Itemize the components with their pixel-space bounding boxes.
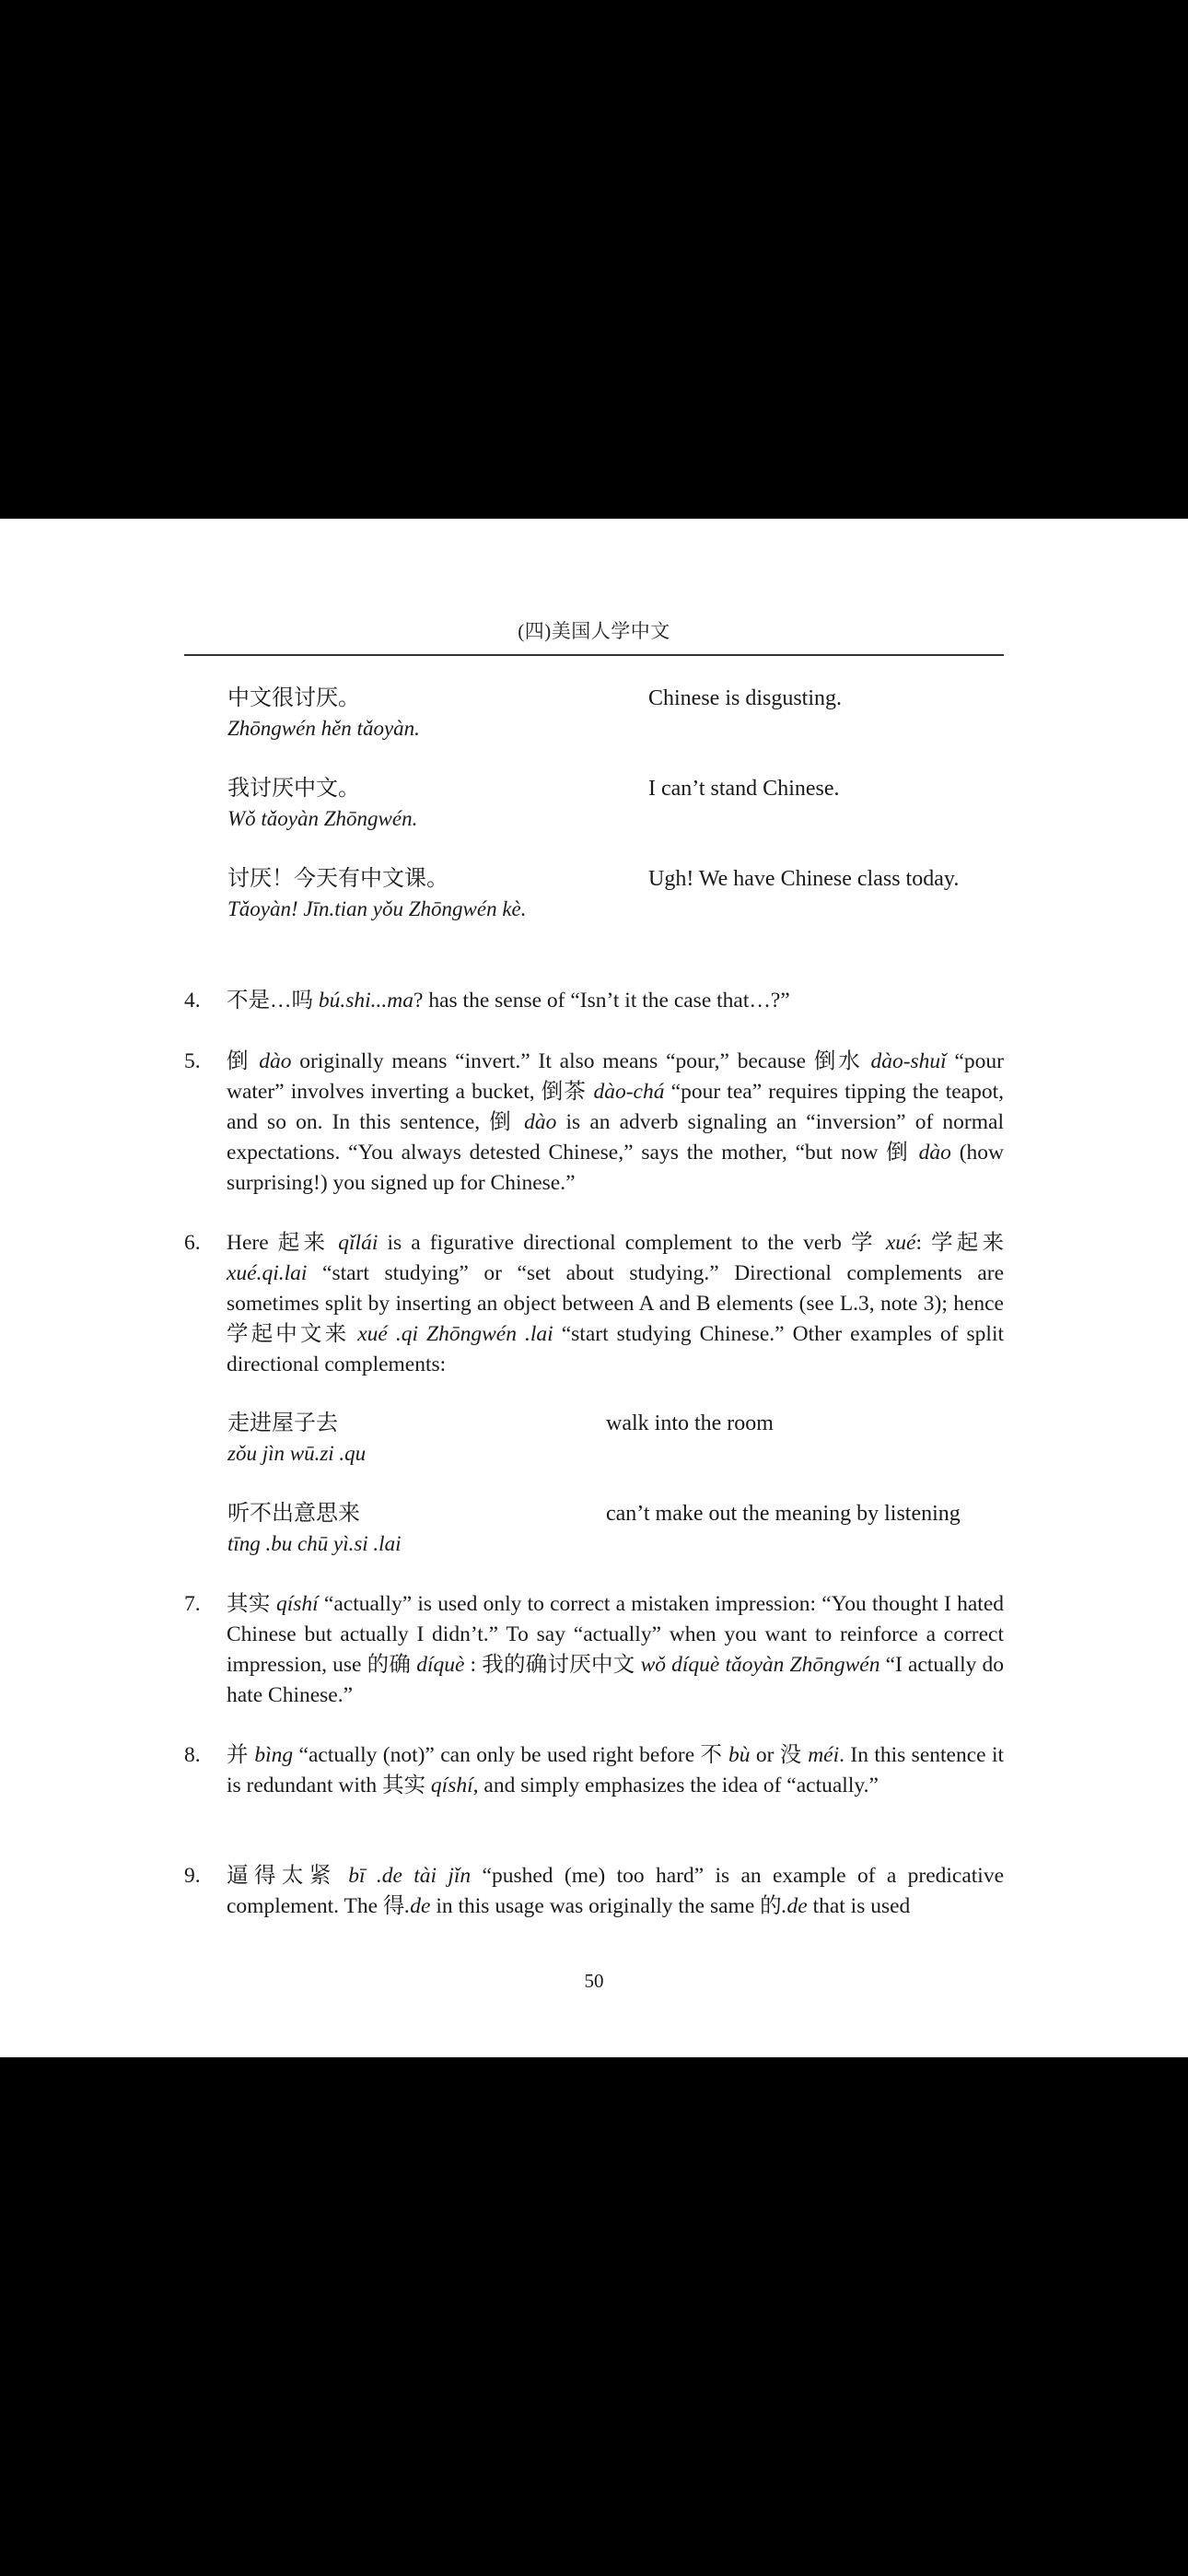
text-run: 不是…吗 xyxy=(227,989,319,1013)
pinyin-run: dào-shuǐ xyxy=(870,1049,947,1073)
text-run: “actually (not)” can only be used right before 不 xyxy=(293,1743,728,1767)
example-english: can’t make out the meaning by listening xyxy=(606,1502,961,1526)
text-run: “pour water” involves inverting a bucket, 倒茶 xyxy=(227,1049,1004,1104)
pinyin-run: xué .qi Zhōngwén .lai xyxy=(357,1322,553,1346)
text-run: or 没 xyxy=(750,1743,809,1767)
pinyin-run: bī .de tài jǐn xyxy=(348,1864,472,1888)
note-text xyxy=(227,1228,1004,1380)
pinyin-run: xué.qi.lai xyxy=(227,1261,308,1285)
note-number: 6. xyxy=(184,1231,201,1255)
text-run: 其实 xyxy=(227,1592,276,1616)
example-english: Chinese is disgusting. xyxy=(648,686,843,710)
pinyin-run: qǐlái xyxy=(338,1231,379,1255)
pinyin-run: qíshí xyxy=(275,1592,319,1616)
pinyin-run: wǒ díquè tǎoyàn Zhōngwén xyxy=(640,1653,880,1677)
note-text xyxy=(227,1047,1004,1199)
text-run: 倒 xyxy=(227,1049,260,1073)
pinyin-run: dào xyxy=(524,1110,557,1134)
example-chinese: 听不出意思来 xyxy=(227,1502,360,1526)
pinyin-run: .de xyxy=(404,1894,431,1918)
text-run: Here 起来 xyxy=(227,1231,339,1255)
text-run: originally means “invert.” It also means “pour,” because 倒水 xyxy=(291,1049,871,1073)
note-number: 4. xyxy=(184,989,201,1013)
example-chinese: 走进屋子去 xyxy=(227,1411,338,1435)
pinyin-run: díquè xyxy=(416,1653,465,1677)
header-rule xyxy=(184,654,1004,656)
example-english: Ugh! We have Chinese class today. xyxy=(648,867,960,891)
example-chinese: 讨厌！今天有中文课。 xyxy=(227,867,448,891)
pinyin-run: méi xyxy=(808,1743,840,1767)
document-page xyxy=(0,519,1188,2057)
example-chinese: 中文很讨厌。 xyxy=(227,686,360,710)
text-run: “start studying Chinese.” Other examples of split directional complements: xyxy=(227,1322,1004,1376)
text-run: , and simply emphasizes the idea of “actually.” xyxy=(472,1774,879,1797)
note-text xyxy=(227,986,1004,1016)
text-run: “pour tea” requires tipping the teapot, and so on. In this sentence, 倒 xyxy=(227,1080,1004,1134)
pinyin-run: qíshí xyxy=(430,1774,473,1797)
text-run: 并 xyxy=(227,1743,255,1767)
example-pinyin: Wǒ tǎoyàn Zhōngwén. xyxy=(227,807,418,830)
text-run: “pushed (me) too hard” is an example of a predicative complement. The 得 xyxy=(227,1864,1005,1918)
text-run: : 学起来 xyxy=(915,1231,1004,1255)
text-run: is a figurative directional complement to the verb 学 xyxy=(378,1231,886,1255)
example-pinyin: tīng .bu chū yì.si .lai xyxy=(227,1532,402,1555)
text-run: 逼得太紧 xyxy=(227,1864,349,1888)
text-run: : 我的确讨厌中文 xyxy=(464,1653,641,1677)
running-head: (四)美国人学中文 xyxy=(518,620,670,642)
pinyin-run: .de xyxy=(781,1894,808,1918)
text-run: “I actually do hate Chinese.” xyxy=(227,1653,1004,1707)
note-text xyxy=(227,1861,1004,1922)
note-9 xyxy=(184,1861,1004,1922)
note-number: 7. xyxy=(184,1592,201,1616)
note-text xyxy=(227,1740,1004,1801)
text-run: “start studying” or “set about studying.” Directional complements are sometimes split by inserting an object between A and B elements (see L.3, note 3); hence 学起中文来 xyxy=(227,1261,1004,1346)
pinyin-run: bú.shi...ma xyxy=(318,989,414,1013)
text-run: in this usage was originally the same 的 xyxy=(430,1894,782,1918)
example-english: I can’t stand Chinese. xyxy=(648,777,840,801)
note-6 xyxy=(184,1228,1004,1380)
note-8 xyxy=(184,1740,1004,1801)
text-run: “actually” is used only to correct a mistaken impression: “You thought I hated Chinese but actually I didn’t.” To say “actually” when you want to reinforce a correct impression, use 的确 xyxy=(227,1592,1004,1677)
text-run: that is used xyxy=(807,1894,911,1918)
note-4 xyxy=(184,986,1004,1016)
pinyin-run: dào xyxy=(918,1141,951,1165)
pinyin-run: dào xyxy=(259,1049,292,1073)
pinyin-run: bìng xyxy=(254,1743,294,1767)
note-number: 8. xyxy=(184,1743,201,1767)
text-run: is an adverb signaling an “inversion” of normal expectations. “You always detested Chinese,” says the mother, “but now 倒 xyxy=(227,1110,1004,1165)
example-pinyin: Zhōngwén hěn tǎoyàn. xyxy=(227,717,420,740)
example-pinyin: Tǎoyàn! Jīn.tian yǒu Zhōngwén kè. xyxy=(227,897,527,920)
example-chinese: 我讨厌中文。 xyxy=(227,777,360,801)
pinyin-run: dào-chá xyxy=(593,1080,665,1104)
note-7 xyxy=(184,1589,1004,1711)
note-text xyxy=(227,1589,1004,1711)
note-number: 9. xyxy=(184,1864,201,1888)
pinyin-run: xué xyxy=(885,1231,916,1255)
text-run: (how surprising!) you signed up for Chinese.” xyxy=(227,1141,1004,1195)
note-5 xyxy=(184,1047,1004,1199)
note-number: 5. xyxy=(184,1049,201,1073)
example-english: walk into the room xyxy=(606,1411,774,1435)
pinyin-run: bù xyxy=(728,1743,751,1767)
example-pinyin: zǒu jìn wū.zi .qu xyxy=(227,1442,367,1465)
page-number: 50 xyxy=(584,1970,604,1992)
text-run: ? has the sense of “Isn’t it the case that…?” xyxy=(413,989,790,1013)
text-run: . In this sentence it is redundant with 其实 xyxy=(227,1743,1005,1797)
